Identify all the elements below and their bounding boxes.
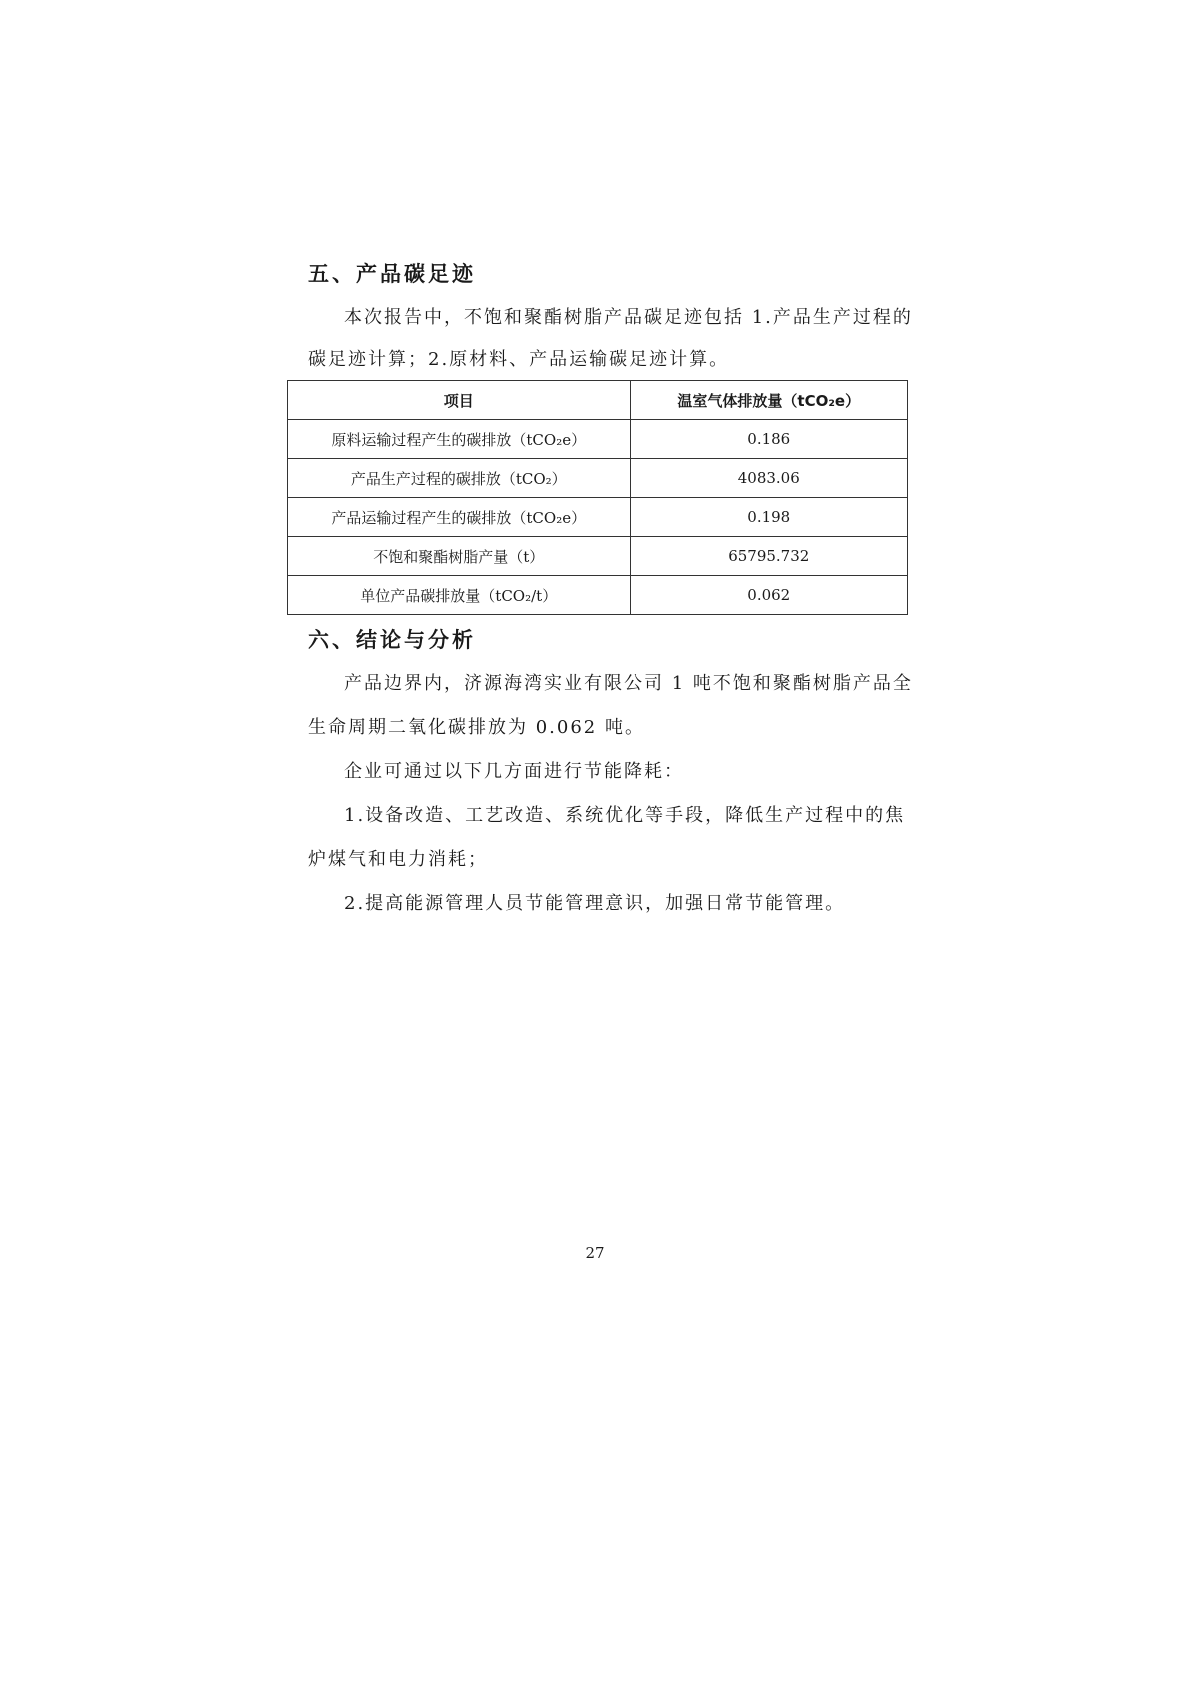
table-row xyxy=(288,576,908,615)
row-value: 65795.732 xyxy=(630,537,907,576)
row-label: 不饱和聚酯树脂产量（t） xyxy=(288,537,631,576)
measure-2: 2.提高能源管理人员节能管理意识，加强日常节能管理。 xyxy=(344,893,846,914)
row-label: 产品生产过程的碳排放（tCO₂） xyxy=(288,459,631,498)
row-label: 产品运输过程产生的碳排放（tCO₂e） xyxy=(288,498,631,537)
section-5-heading: 五、产品碳足迹 xyxy=(308,262,476,286)
conclusion-line-1: 产品边界内，济源海湾实业有限公司 1 吨不饱和聚酯树脂产品全 xyxy=(344,673,913,694)
section-5-intro-line-2: 碳足迹计算；2.原材料、产品运输碳足迹计算。 xyxy=(308,349,730,370)
table-row xyxy=(288,459,908,498)
measures-intro: 企业可通过以下几方面进行节能降耗： xyxy=(344,761,684,782)
row-value: 0.062 xyxy=(630,576,907,615)
row-value: 4083.06 xyxy=(630,459,907,498)
table-row xyxy=(288,420,908,459)
table-header-row xyxy=(288,381,908,420)
section-6-heading: 六、结论与分析 xyxy=(308,628,476,652)
conclusion-line-2: 生命周期二氧化碳排放为 0.062 吨。 xyxy=(308,717,645,738)
table-row xyxy=(288,537,908,576)
header-item: 项目 xyxy=(288,381,631,420)
row-label: 原料运输过程产生的碳排放（tCO₂e） xyxy=(288,420,631,459)
row-value: 0.186 xyxy=(630,420,907,459)
row-value: 0.198 xyxy=(630,498,907,537)
measure-1-line-2: 炉煤气和电力消耗； xyxy=(308,849,488,870)
table-row xyxy=(288,498,908,537)
section-5-intro-line-1: 本次报告中，不饱和聚酯树脂产品碳足迹包括 1.产品生产过程的 xyxy=(344,307,913,328)
emissions-table xyxy=(287,380,908,615)
page-number: 27 xyxy=(585,1244,605,1262)
row-label: 单位产品碳排放量（tCO₂/t） xyxy=(288,576,631,615)
header-emissions: 温室气体排放量（tCO₂e） xyxy=(630,381,907,420)
measure-1-line-1: 1.设备改造、工艺改造、系统优化等手段，降低生产过程中的焦 xyxy=(344,805,906,826)
